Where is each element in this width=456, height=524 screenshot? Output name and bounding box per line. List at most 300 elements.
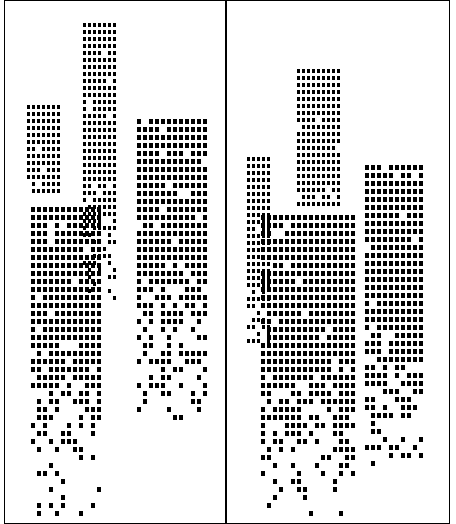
right-short-tower-window-35 <box>247 206 250 210</box>
right-right-block-window-176 <box>383 309 387 314</box>
right-front-block-window-148 <box>327 287 331 292</box>
left-front-block-window-30 <box>79 223 83 228</box>
left-front-block-window-262 <box>55 399 59 404</box>
left-right-block-window-67 <box>137 167 141 172</box>
left-front-block-window-274 <box>43 415 47 420</box>
left-short-tower-window-19 <box>52 119 55 123</box>
left-right-block-window-44 <box>197 143 201 148</box>
right-tall-tower-window-166 <box>307 202 310 206</box>
left-right-block-window-280 <box>167 335 171 340</box>
right-right-block-window-254 <box>413 381 417 386</box>
left-front-block-window-155 <box>73 311 77 316</box>
left-tall-tower-window-138 <box>98 163 101 167</box>
left-front-block-window-260 <box>37 399 41 404</box>
right-tall-tower-window-92 <box>317 139 320 143</box>
right-right-block-window-95 <box>371 245 375 250</box>
left-right-block-window-246 <box>185 295 189 300</box>
left-right-block-window-307 <box>149 375 153 380</box>
right-front-block-window-256 <box>345 343 349 348</box>
left-short-tower-window-78 <box>52 182 55 186</box>
left-right-block-window-37 <box>155 143 159 148</box>
left-front-block-window-26 <box>43 223 47 228</box>
right-right-block-window-93 <box>407 237 411 242</box>
left-tall-tower-window-52 <box>103 72 106 76</box>
right-front-block-window-43 <box>345 231 349 236</box>
right-front-block-window-26 <box>327 223 331 228</box>
left-front-block-window-152 <box>55 311 59 316</box>
left-front-block-window-211 <box>85 351 89 356</box>
right-tall-tower-window-8 <box>337 69 340 73</box>
right-front-block-window-410 <box>267 455 271 460</box>
left-front-block-window-245 <box>31 383 35 388</box>
left-right-block-window-197 <box>173 255 177 260</box>
right-front-block-window-203 <box>291 319 295 324</box>
left-tall-tower-window-146 <box>103 170 106 174</box>
right-right-block-window-233 <box>413 357 417 362</box>
left-tall-tower-window-99 <box>113 121 116 125</box>
right-right-block-window-235 <box>365 365 369 370</box>
left-short-tower-window-9 <box>37 112 40 116</box>
right-short-tower-window-96 <box>247 297 250 301</box>
left-front-block-window-6 <box>67 207 71 212</box>
left-tall-tower-window-107 <box>83 135 86 139</box>
right-right-block-window-231 <box>401 357 405 362</box>
right-right-block-window-42 <box>395 197 399 202</box>
right-front-block-window-61 <box>261 247 265 252</box>
right-right-block-window-159 <box>395 293 399 298</box>
left-right-block-window-24 <box>149 135 153 140</box>
left-front-block-window-280 <box>43 423 47 428</box>
right-front-block-window-4 <box>285 215 289 220</box>
left-right-block-window-255 <box>185 303 189 308</box>
right-front-block-window-346 <box>309 399 313 404</box>
right-front-block-window-251 <box>315 343 319 348</box>
right-right-block-window-184 <box>371 317 375 322</box>
right-front-block-window-18 <box>273 223 277 228</box>
left-tall-tower-window-38 <box>103 58 106 62</box>
left-right-block-window-149 <box>167 223 171 228</box>
left-right-block-window-156 <box>137 231 141 236</box>
left-front-block-window-89 <box>91 263 95 268</box>
left-right-block-window-81 <box>149 175 153 180</box>
left-right-block-window-160 <box>161 231 165 236</box>
right-front-block-window-288 <box>351 359 355 364</box>
right-short-tower-window-78 <box>267 262 270 266</box>
left-tall-tower-window-205 <box>103 247 106 251</box>
left-right-block-window-309 <box>167 375 171 380</box>
right-front-block-window-0 <box>261 215 265 220</box>
left-right-block-window-320 <box>191 391 195 396</box>
right-tall-tower-window-110 <box>322 153 325 157</box>
left-short-tower-window-70 <box>37 175 40 179</box>
left-front-block-window-34 <box>31 231 35 236</box>
right-front-block-window-191 <box>309 311 313 316</box>
left-front-block-window-228 <box>55 367 59 372</box>
left-tall-tower-window-190 <box>113 219 116 223</box>
right-right-block-window-236 <box>371 365 375 370</box>
left-right-block-window-145 <box>203 215 207 220</box>
right-front-block-window-73 <box>333 247 337 252</box>
right-front-block-window-9 <box>315 215 319 220</box>
left-tall-tower-window-35 <box>88 58 91 62</box>
left-short-tower-window-58 <box>42 161 45 165</box>
left-tall-tower-window-76 <box>93 100 96 104</box>
left-right-block-window-12 <box>143 127 147 132</box>
right-front-block-window-147 <box>321 287 325 292</box>
right-tall-tower-window-117 <box>312 160 315 164</box>
left-front-block-window-14 <box>43 215 47 220</box>
left-front-block-window-21 <box>85 215 89 220</box>
left-front-block-window-124 <box>91 287 95 292</box>
left-front-block-window-36 <box>43 231 47 236</box>
left-front-block-window-170 <box>91 319 95 324</box>
right-short-tower-window-10 <box>247 171 250 175</box>
right-tall-tower-window-33 <box>327 90 330 94</box>
right-right-block-window-84 <box>413 229 417 234</box>
right-right-block-window-97 <box>383 245 387 250</box>
right-tall-tower-window-45 <box>297 104 300 108</box>
right-right-block-window-149 <box>395 285 399 290</box>
left-front-block-window-77 <box>91 255 95 260</box>
right-front-block-window-50 <box>291 239 295 244</box>
right-short-tower-window-110 <box>252 325 255 329</box>
left-right-block-window-322 <box>143 399 147 404</box>
right-front-block-window-207 <box>315 319 319 324</box>
right-right-block-window-105 <box>371 253 375 258</box>
right-right-block-window-70 <box>389 221 393 226</box>
right-right-block-window-122 <box>413 261 417 266</box>
right-short-tower-window-12 <box>257 171 260 175</box>
right-front-block-window-177 <box>309 303 313 308</box>
left-short-tower-window-23 <box>37 126 40 130</box>
left-front-block-window-23 <box>97 215 101 220</box>
left-right-block-window-201 <box>197 255 201 260</box>
right-right-block-window-106 <box>377 253 381 258</box>
left-front-block-window-194 <box>97 335 101 340</box>
right-front-block-window-329 <box>351 383 355 388</box>
right-short-tower <box>247 157 270 343</box>
right-front-block-window-109 <box>279 271 283 276</box>
right-front-block-window-118 <box>333 271 337 276</box>
right-tall-tower-window-95 <box>332 139 335 143</box>
right-front-block-window-434 <box>303 495 307 500</box>
left-tall-tower-window-23 <box>93 44 96 48</box>
right-right-block-window-165 <box>377 301 381 306</box>
left-right-block-window-98 <box>185 183 189 188</box>
left-right-block-window-130 <box>179 207 183 212</box>
right-front-block-window-209 <box>327 319 331 324</box>
left-tall-tower-window-101 <box>88 128 91 132</box>
right-front-block-window-340 <box>351 391 355 396</box>
left-right-block-window-267 <box>137 319 141 324</box>
right-right-block-window-239 <box>401 365 405 370</box>
left-front-block-window-134 <box>85 295 89 300</box>
right-short-tower-window-113 <box>257 332 260 336</box>
right-front-block-window-189 <box>291 311 295 316</box>
left-tall-tower-window-73 <box>108 93 111 97</box>
left-front-block-window-129 <box>55 295 59 300</box>
left-front-block-window-96 <box>61 271 65 276</box>
right-tall-tower-window-27 <box>297 90 300 94</box>
left-front-block-window-254 <box>49 391 53 396</box>
left-short-tower-window-51 <box>42 154 45 158</box>
left-right-block-window-10 <box>203 119 207 124</box>
right-right-block-window-145 <box>371 285 375 290</box>
right-front-block-window-371 <box>315 415 319 420</box>
right-tall-tower-window-30 <box>312 90 315 94</box>
left-right-block-window-296 <box>149 359 153 364</box>
left-right-block-window-1 <box>149 119 153 124</box>
left-tall-tower-window-112 <box>108 135 111 139</box>
left-right-block-window-206 <box>155 263 159 268</box>
left-tall-tower-window-1 <box>88 23 91 27</box>
right-front-block-window-107 <box>267 271 271 276</box>
right-front-block-window-19 <box>279 223 283 228</box>
left-tall-tower-window-86 <box>113 107 116 111</box>
right-right-block-window-242 <box>377 373 381 378</box>
right-right-block-window-287 <box>389 445 393 450</box>
right-right-block-window-273 <box>377 413 381 418</box>
right-front-block-window-190 <box>297 311 301 316</box>
right-front-block-window-332 <box>291 391 295 396</box>
right-front-block-window-258 <box>261 351 265 356</box>
right-right-block-window-142 <box>413 277 417 282</box>
right-right-block-window-170 <box>407 301 411 306</box>
right-front-block-window-160 <box>303 295 307 300</box>
left-short-tower-window-42 <box>27 147 30 151</box>
left-front-block-window-82 <box>49 263 53 268</box>
right-right-block-window-294 <box>371 461 375 466</box>
right-front-block-window-170 <box>267 303 271 308</box>
right-short-tower-window-66 <box>257 248 260 252</box>
left-right-block-window-109 <box>191 191 195 196</box>
right-tall-tower-window-135 <box>312 174 315 178</box>
right-tall-tower-window-159 <box>307 195 310 199</box>
right-front-block-window-272 <box>345 351 349 356</box>
left-right-block-window-114 <box>149 199 153 204</box>
left-tall-tower-window-40 <box>113 58 116 62</box>
left-tall-tower-window-153 <box>103 177 106 181</box>
left-tall-tower-window-11 <box>103 30 106 34</box>
left-front-block-window-293 <box>73 439 77 444</box>
left-right-block-window-59 <box>155 159 159 164</box>
left-right-block-window-217 <box>161 271 165 276</box>
right-right-block-window-240 <box>365 373 369 378</box>
right-front-block-window-398 <box>303 439 307 444</box>
right-front-block-window-231 <box>285 335 289 340</box>
right-right-block-window-270 <box>407 405 411 410</box>
right-short-tower-window-11 <box>252 171 255 175</box>
left-right-block-window-57 <box>143 159 147 164</box>
right-front-block-window-259 <box>267 351 271 356</box>
right-short-tower-window-50 <box>247 227 250 231</box>
right-short-tower-window-109 <box>247 325 250 329</box>
right-front-block-window-169 <box>261 303 265 308</box>
right-front-block-window-236 <box>315 335 319 340</box>
right-tall-tower-window-23 <box>322 83 325 87</box>
right-short-tower-window-7 <box>257 164 260 168</box>
right-front-block-window-429 <box>279 487 283 492</box>
right-front-block-window-122 <box>261 279 265 284</box>
right-tall-tower-window-56 <box>307 111 310 115</box>
left-right-block-window-295 <box>137 359 141 364</box>
right-right-block-window-180 <box>407 309 411 314</box>
left-tall-tower-window-150 <box>88 177 91 181</box>
right-tall-tower-window-91 <box>312 139 315 143</box>
left-tall-tower-window-77 <box>98 100 101 104</box>
right-front-block-window-411 <box>321 455 325 460</box>
left-front-block-window-60 <box>55 247 59 252</box>
right-front-block-window-295 <box>297 367 301 372</box>
left-short-tower-window-71 <box>42 175 45 179</box>
left-front-block-window-137 <box>31 303 35 308</box>
right-right-block-window-144 <box>365 285 369 290</box>
right-front-block-window-214 <box>267 327 271 332</box>
right-front-block-window-263 <box>291 351 295 356</box>
left-front-block-window-291 <box>61 439 65 444</box>
left-front-block-window-300 <box>49 463 53 468</box>
left-tall-tower-window-20 <box>113 37 116 41</box>
left-short-tower-window-43 <box>32 147 35 151</box>
right-front-block-window-304 <box>273 375 277 380</box>
right-tall-tower-window-25 <box>332 83 335 87</box>
right-right-block-window-114 <box>365 261 369 266</box>
left-front-block-window-135 <box>91 295 95 300</box>
left-right-block-window-210 <box>191 263 195 268</box>
left-front-block-window-56 <box>31 247 35 252</box>
left-right-block-window-292 <box>191 351 195 356</box>
right-front-block-window-206 <box>309 319 313 324</box>
left-short-tower-window-56 <box>32 161 35 165</box>
left-right-block-window-117 <box>167 199 171 204</box>
right-front-block-window-339 <box>345 391 349 396</box>
right-tall-tower-window-171 <box>332 202 335 206</box>
left-tall-tower-window-65 <box>103 86 106 90</box>
right-front-block-window-372 <box>333 415 337 420</box>
right-front-block-window-90 <box>339 255 343 260</box>
right-right-block-window-17 <box>365 181 369 186</box>
right-right-block-window-224 <box>407 349 411 354</box>
right-short-tower-window-74 <box>247 262 250 266</box>
left-right-block-window-52 <box>179 151 183 156</box>
left-short-tower-window-44 <box>42 147 45 151</box>
left-right-block-window-294 <box>203 351 207 356</box>
left-front-block-window-19 <box>73 215 77 220</box>
left-front-block-window-209 <box>73 351 77 356</box>
left-tall-tower-window-5 <box>108 23 111 27</box>
right-tall-tower-window-1 <box>302 69 305 73</box>
left-right-block-window-128 <box>167 207 171 212</box>
left-right-block-window-208 <box>173 263 177 268</box>
left-front-block-window-306 <box>97 487 101 492</box>
left-front-block-window-217 <box>49 359 53 364</box>
left-short-tower-window-73 <box>52 175 55 179</box>
left-right-block-window-155 <box>203 223 207 228</box>
right-right-block-window-225 <box>413 349 417 354</box>
left-right-block-window-316 <box>203 383 207 388</box>
right-tall-tower-window-76 <box>327 125 330 129</box>
left-right-block-window-36 <box>149 143 153 148</box>
right-right-block-window-281 <box>383 437 387 442</box>
right-front-block-window-291 <box>273 367 277 372</box>
right-right-block-window-85 <box>419 229 423 234</box>
left-front-block-window-7 <box>73 207 77 212</box>
right-right-block-window-266 <box>365 405 369 410</box>
right-tall-tower-window-42 <box>327 97 330 101</box>
left-right-block-window-32 <box>197 135 201 140</box>
left-right-block-window-41 <box>179 143 183 148</box>
right-right-block-window-269 <box>401 405 405 410</box>
left-right-block-window-297 <box>155 359 159 364</box>
left-front-block-window-12 <box>31 215 35 220</box>
left-right-block-window-0 <box>137 119 141 124</box>
right-right-block-window-55 <box>413 205 417 210</box>
left-front-block-window-125 <box>97 287 101 292</box>
right-right-block-window-229 <box>389 357 393 362</box>
left-front-block-window-115 <box>37 287 41 292</box>
left-front-block-window-114 <box>31 287 35 292</box>
right-front-block-window-14 <box>345 215 349 220</box>
left-tall-tower-window-118 <box>103 142 106 146</box>
right-front-block-window-157 <box>285 295 289 300</box>
left-front-block-window-239 <box>61 375 65 380</box>
right-tall-tower-window-73 <box>312 125 315 129</box>
left-right-block-window-323 <box>191 399 195 404</box>
left-front-block-window-80 <box>37 263 41 268</box>
left-right-block-window-212 <box>203 263 207 268</box>
left-right-block-window-293 <box>197 351 201 356</box>
left-tall-tower-window-47 <box>113 65 116 69</box>
left-front-block-window-133 <box>79 295 83 300</box>
right-front-block-window-320 <box>279 383 283 388</box>
right-right-block-window-60 <box>383 213 387 218</box>
right-front-block-window-176 <box>303 303 307 308</box>
left-right-block-window-84 <box>167 175 171 180</box>
left-right-block <box>137 119 207 420</box>
right-front-block-window-331 <box>267 391 271 396</box>
right-short-tower-window-115 <box>247 339 250 343</box>
left-tall-tower-window-58 <box>98 79 101 83</box>
left-front-block-window-121 <box>73 287 77 292</box>
right-right-block-window-278 <box>371 421 375 426</box>
left-short-tower-window-84 <box>52 189 55 193</box>
left-right-block-window-119 <box>179 199 183 204</box>
right-tall-tower-window-170 <box>327 202 330 206</box>
left-front-block-window-251 <box>85 383 89 388</box>
right-tall-tower-window-141 <box>297 181 300 185</box>
left-short-tower-window-16 <box>37 119 40 123</box>
left-front-block-window-61 <box>61 247 65 252</box>
right-front-block-window-123 <box>267 279 271 284</box>
right-right-block-window-129 <box>395 269 399 274</box>
right-short-tower-window-8 <box>262 164 265 168</box>
right-tall-tower-window-105 <box>297 153 300 157</box>
left-tall-tower-window-12 <box>108 30 111 34</box>
left-front-block-window-272 <box>97 407 101 412</box>
left-tall-tower-window-176 <box>103 205 106 209</box>
right-right-block-window-30 <box>383 189 387 194</box>
left-tall-tower-window-125 <box>103 149 106 153</box>
right-tall-tower-window-3 <box>312 69 315 73</box>
left-right-block-window-173 <box>167 239 171 244</box>
left-front-block-window-2 <box>43 207 47 212</box>
left-right-block-window-164 <box>185 231 189 236</box>
left-right-block-window-231 <box>185 279 189 284</box>
right-tall-tower-window-145 <box>317 181 320 185</box>
left-front-block-window-158 <box>91 311 95 316</box>
right-front-block-window-225 <box>339 327 343 332</box>
right-front-block-window-350 <box>339 399 343 404</box>
